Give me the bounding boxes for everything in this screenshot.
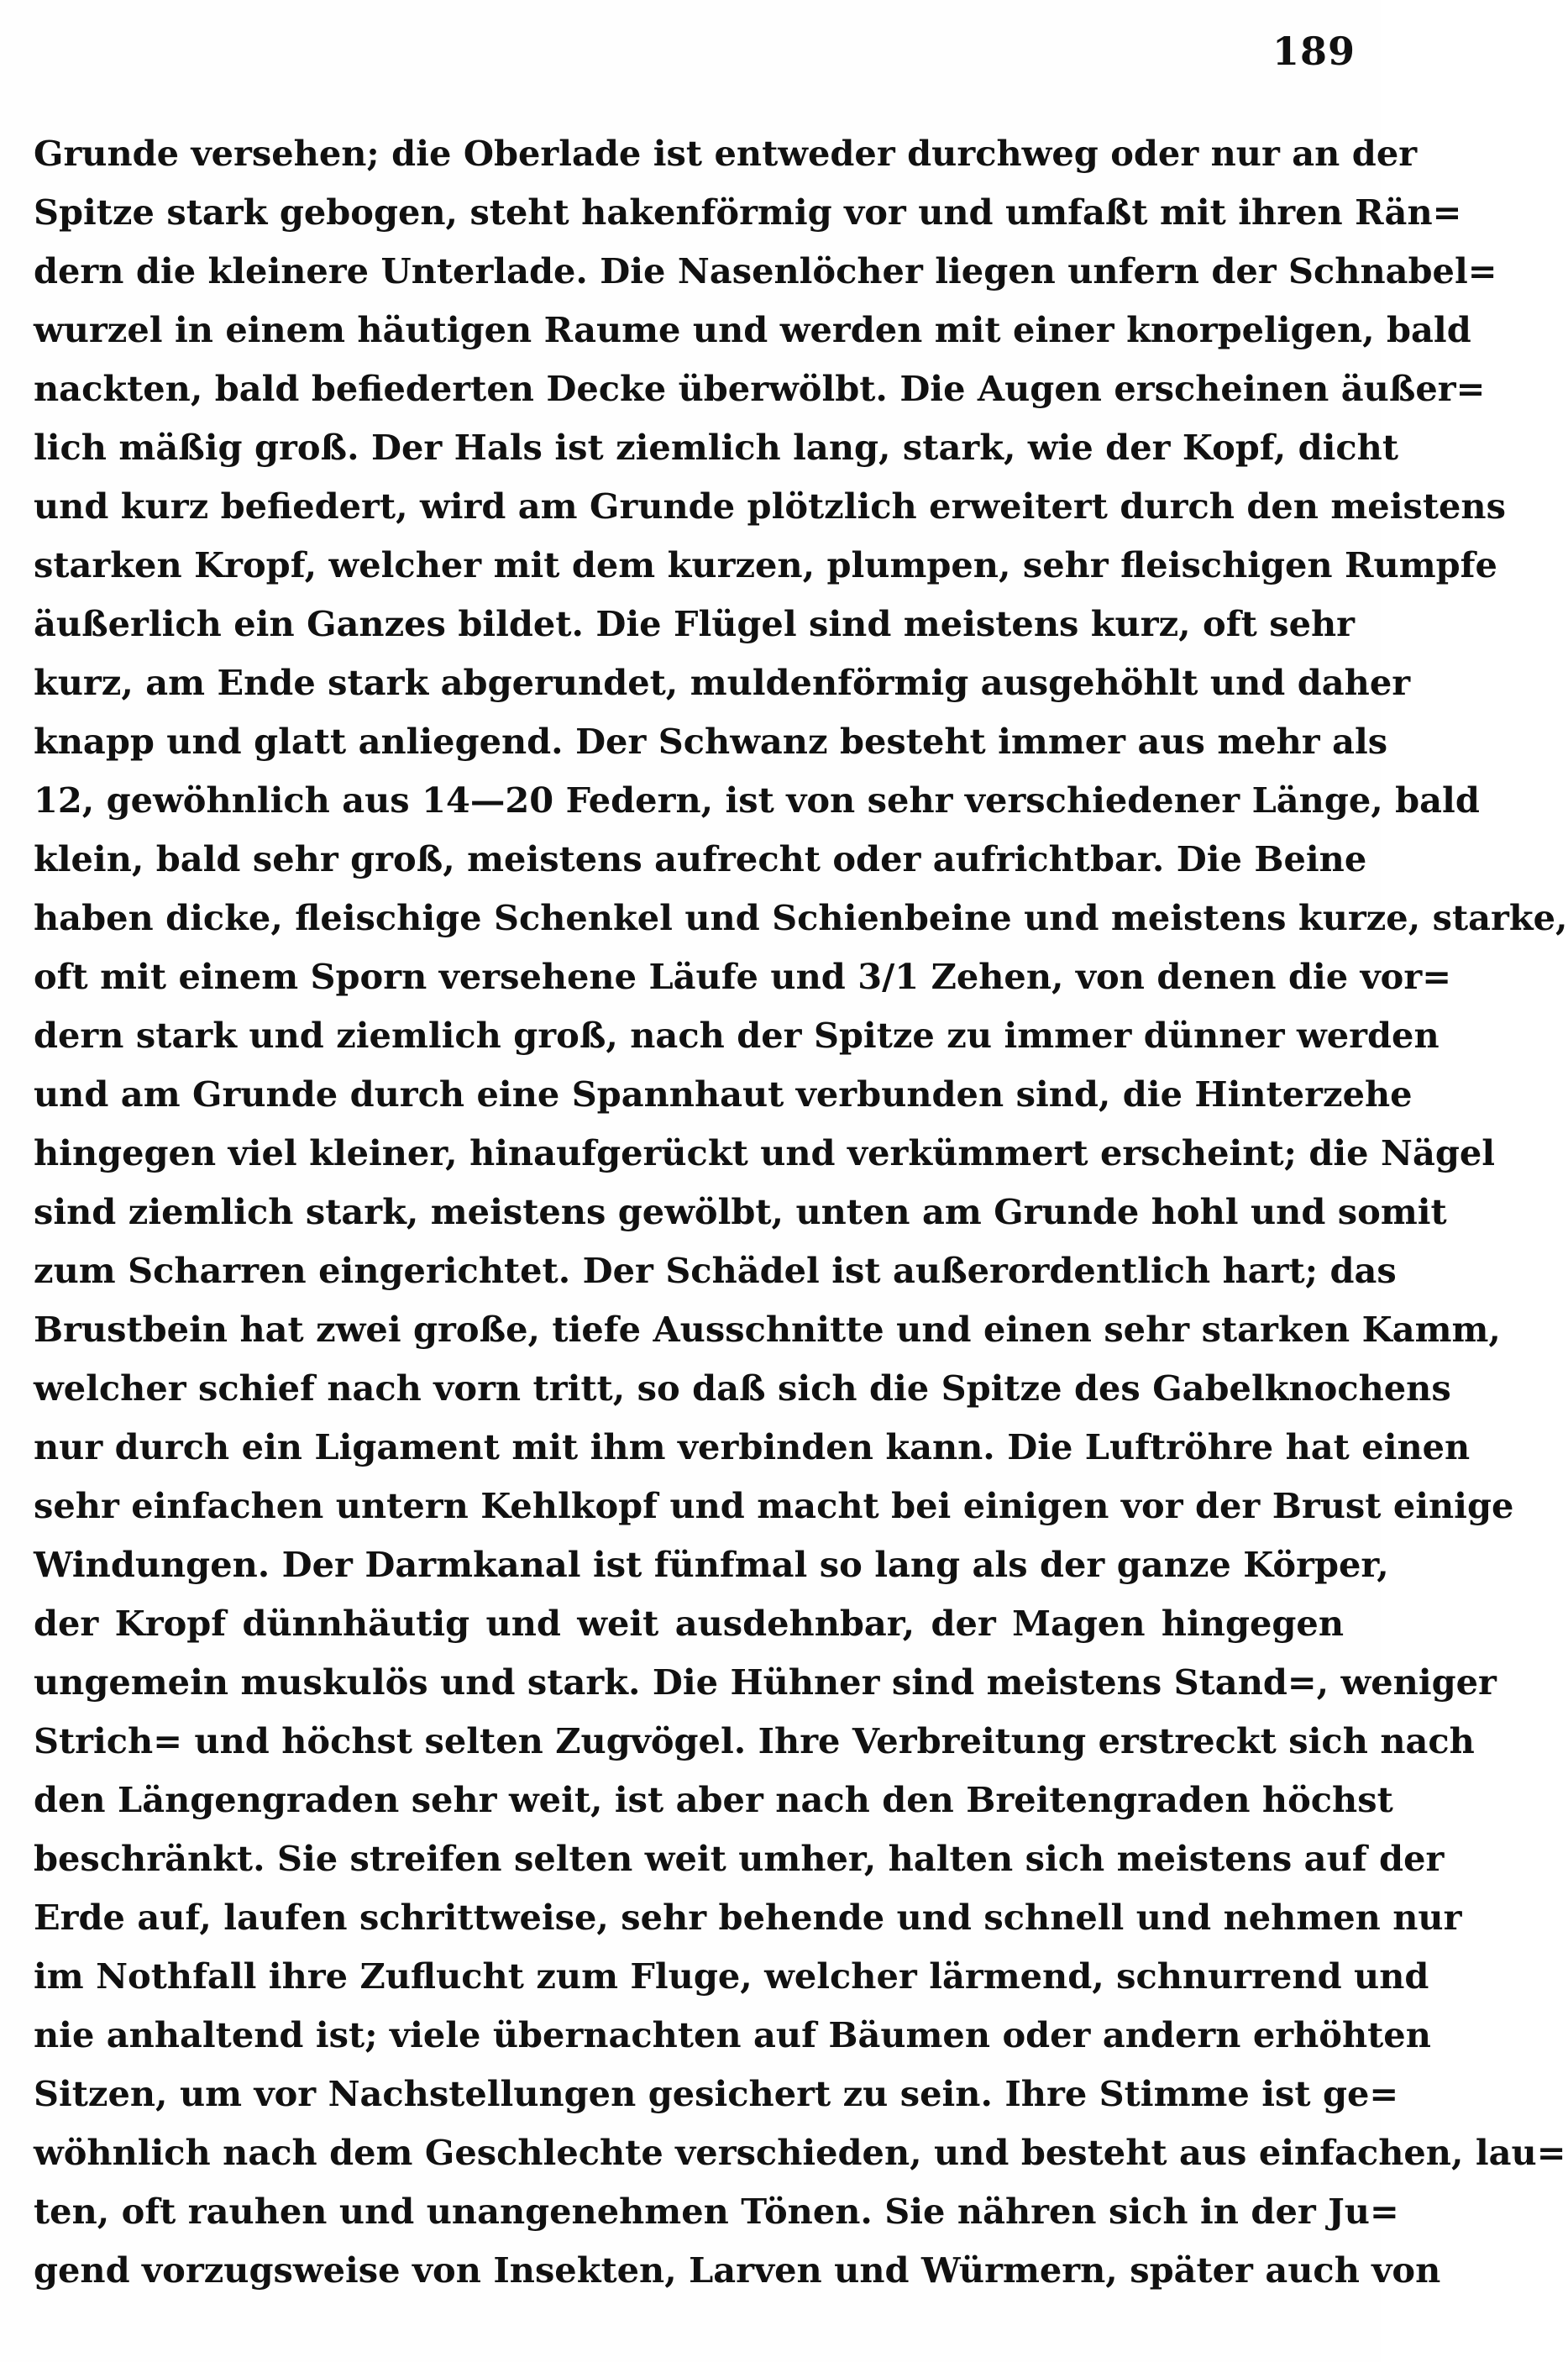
text-line: dern stark und ziemlich groß, nach der Spitze zu immer dünner werden xyxy=(34,1015,1440,1056)
text-line: den Längengraden sehr weit, ist aber nach den Breitengraden höchst xyxy=(34,1779,1393,1820)
text-line: Spitze stark gebogen, steht hakenförmig vor und umfaßt mit ihren Rän= xyxy=(34,192,1462,233)
text-line: gend vorzugsweise von Insekten, Larven und Würmern, später auch von xyxy=(34,2249,1441,2291)
text-line: und am Grunde durch eine Spannhaut verbunden sind, die Hinterzehe xyxy=(34,1073,1413,1115)
text-line: wurzel in einem häutigen Raume und werden mit einer knorpeligen, bald xyxy=(34,309,1471,350)
text-line: dern die kleinere Unterlade. Die Nasenlöcher liegen unfern der Schnabel= xyxy=(34,250,1497,291)
text-line: Grunde versehen; die Oberlade ist entweder durchweg oder nur an der xyxy=(34,133,1418,174)
text-line: lich mäßig groß. Der Hals ist ziemlich lang, stark, wie der Kopf, dicht xyxy=(34,427,1399,468)
text-line: Erde auf, laufen schrittweise, sehr behende und schnell und nehmen nur xyxy=(34,1897,1462,1938)
text-line: knapp und glatt anliegend. Der Schwanz besteht immer aus mehr als xyxy=(34,721,1388,762)
text-line: wöhnlich nach dem Geschlechte verschieden, und besteht aus einfachen, lau= xyxy=(34,2132,1566,2173)
text-line: kurz, am Ende stark abgerundet, muldenförmig ausgehöhlt und daher xyxy=(34,662,1411,703)
text-line: welcher schief nach vorn tritt, so daß sich die Spitze des Gabelknochens xyxy=(34,1367,1451,1409)
text-line: beschränkt. Sie streifen selten weit umher, halten sich meistens auf der xyxy=(34,1838,1445,1879)
text-line: ten, oft rauhen und unangenehmen Tönen. Sie nähren sich in der Ju= xyxy=(34,2191,1399,2232)
text-line: ungemein muskulös und stark. Die Hühner sind meistens Stand=, weniger xyxy=(34,1661,1497,1703)
text-line: Strich= und höchst selten Zugvögel. Ihre Verbreitung erstreckt sich nach xyxy=(34,1720,1475,1761)
text-line: der Kropf dünnhäutig und weit ausdehnbar, der Magen hingegen xyxy=(34,1603,1344,1644)
text-line: 12, gewöhnlich aus 14—20 Federn, ist von sehr verschiedener Länge, bald xyxy=(34,779,1480,821)
text-line: zum Scharren eingerichtet. Der Schädel ist außerordentlich hart; das xyxy=(34,1250,1397,1291)
text-line: Brustbein hat zwei große, tiefe Ausschnitte und einen sehr starken Kamm, xyxy=(34,1309,1501,1350)
text-line: nur durch ein Ligament mit ihm verbinden kann. Die Luftröhre hat einen xyxy=(34,1426,1471,1467)
text-line: im Nothfall ihre Zuflucht zum Fluge, welcher lärmend, schnurrend und xyxy=(34,1955,1429,1997)
text-line: nackten, bald befiederten Decke überwölbt. Die Augen erscheinen äußer= xyxy=(34,368,1486,409)
text-line: und kurz befiedert, wird am Grunde plötzlich erweitert durch den meistens xyxy=(34,486,1506,527)
text-line: klein, bald sehr groß, meistens aufrecht oder aufrichtbar. Die Beine xyxy=(34,838,1367,879)
text-line: nie anhaltend ist; viele übernachten auf Bäumen oder andern erhöhten xyxy=(34,2014,1431,2055)
text-line: sehr einfachen untern Kehlkopf und macht bei einigen vor der Brust einige xyxy=(34,1485,1514,1526)
text-line: äußerlich ein Ganzes bildet. Die Flügel sind meistens kurz, oft sehr xyxy=(34,603,1356,644)
text-line: haben dicke, fleischige Schenkel und Schienbeine und meistens kurze, starke, xyxy=(34,897,1568,938)
page-number: 189 xyxy=(1272,29,1356,74)
body-text xyxy=(34,124,1568,2300)
text-line: Windungen. Der Darmkanal ist fünfmal so lang als der ganze Körper, xyxy=(34,1544,1389,1585)
text-line: starken Kropf, welcher mit dem kurzen, plumpen, sehr fleischigen Rumpfe xyxy=(34,544,1497,585)
text-line: oft mit einem Sporn versehene Läufe und 3/1 Zehen, von denen die vor= xyxy=(34,956,1452,997)
text-line: hingegen viel kleiner, hinaufgerückt und verkümmert erscheint; die Nägel xyxy=(34,1132,1496,1173)
text-line: sind ziemlich stark, meistens gewölbt, unten am Grunde hohl und somit xyxy=(34,1191,1447,1232)
text-line: Sitzen, um vor Nachstellungen gesichert zu sein. Ihre Stimme ist ge= xyxy=(34,2073,1399,2114)
